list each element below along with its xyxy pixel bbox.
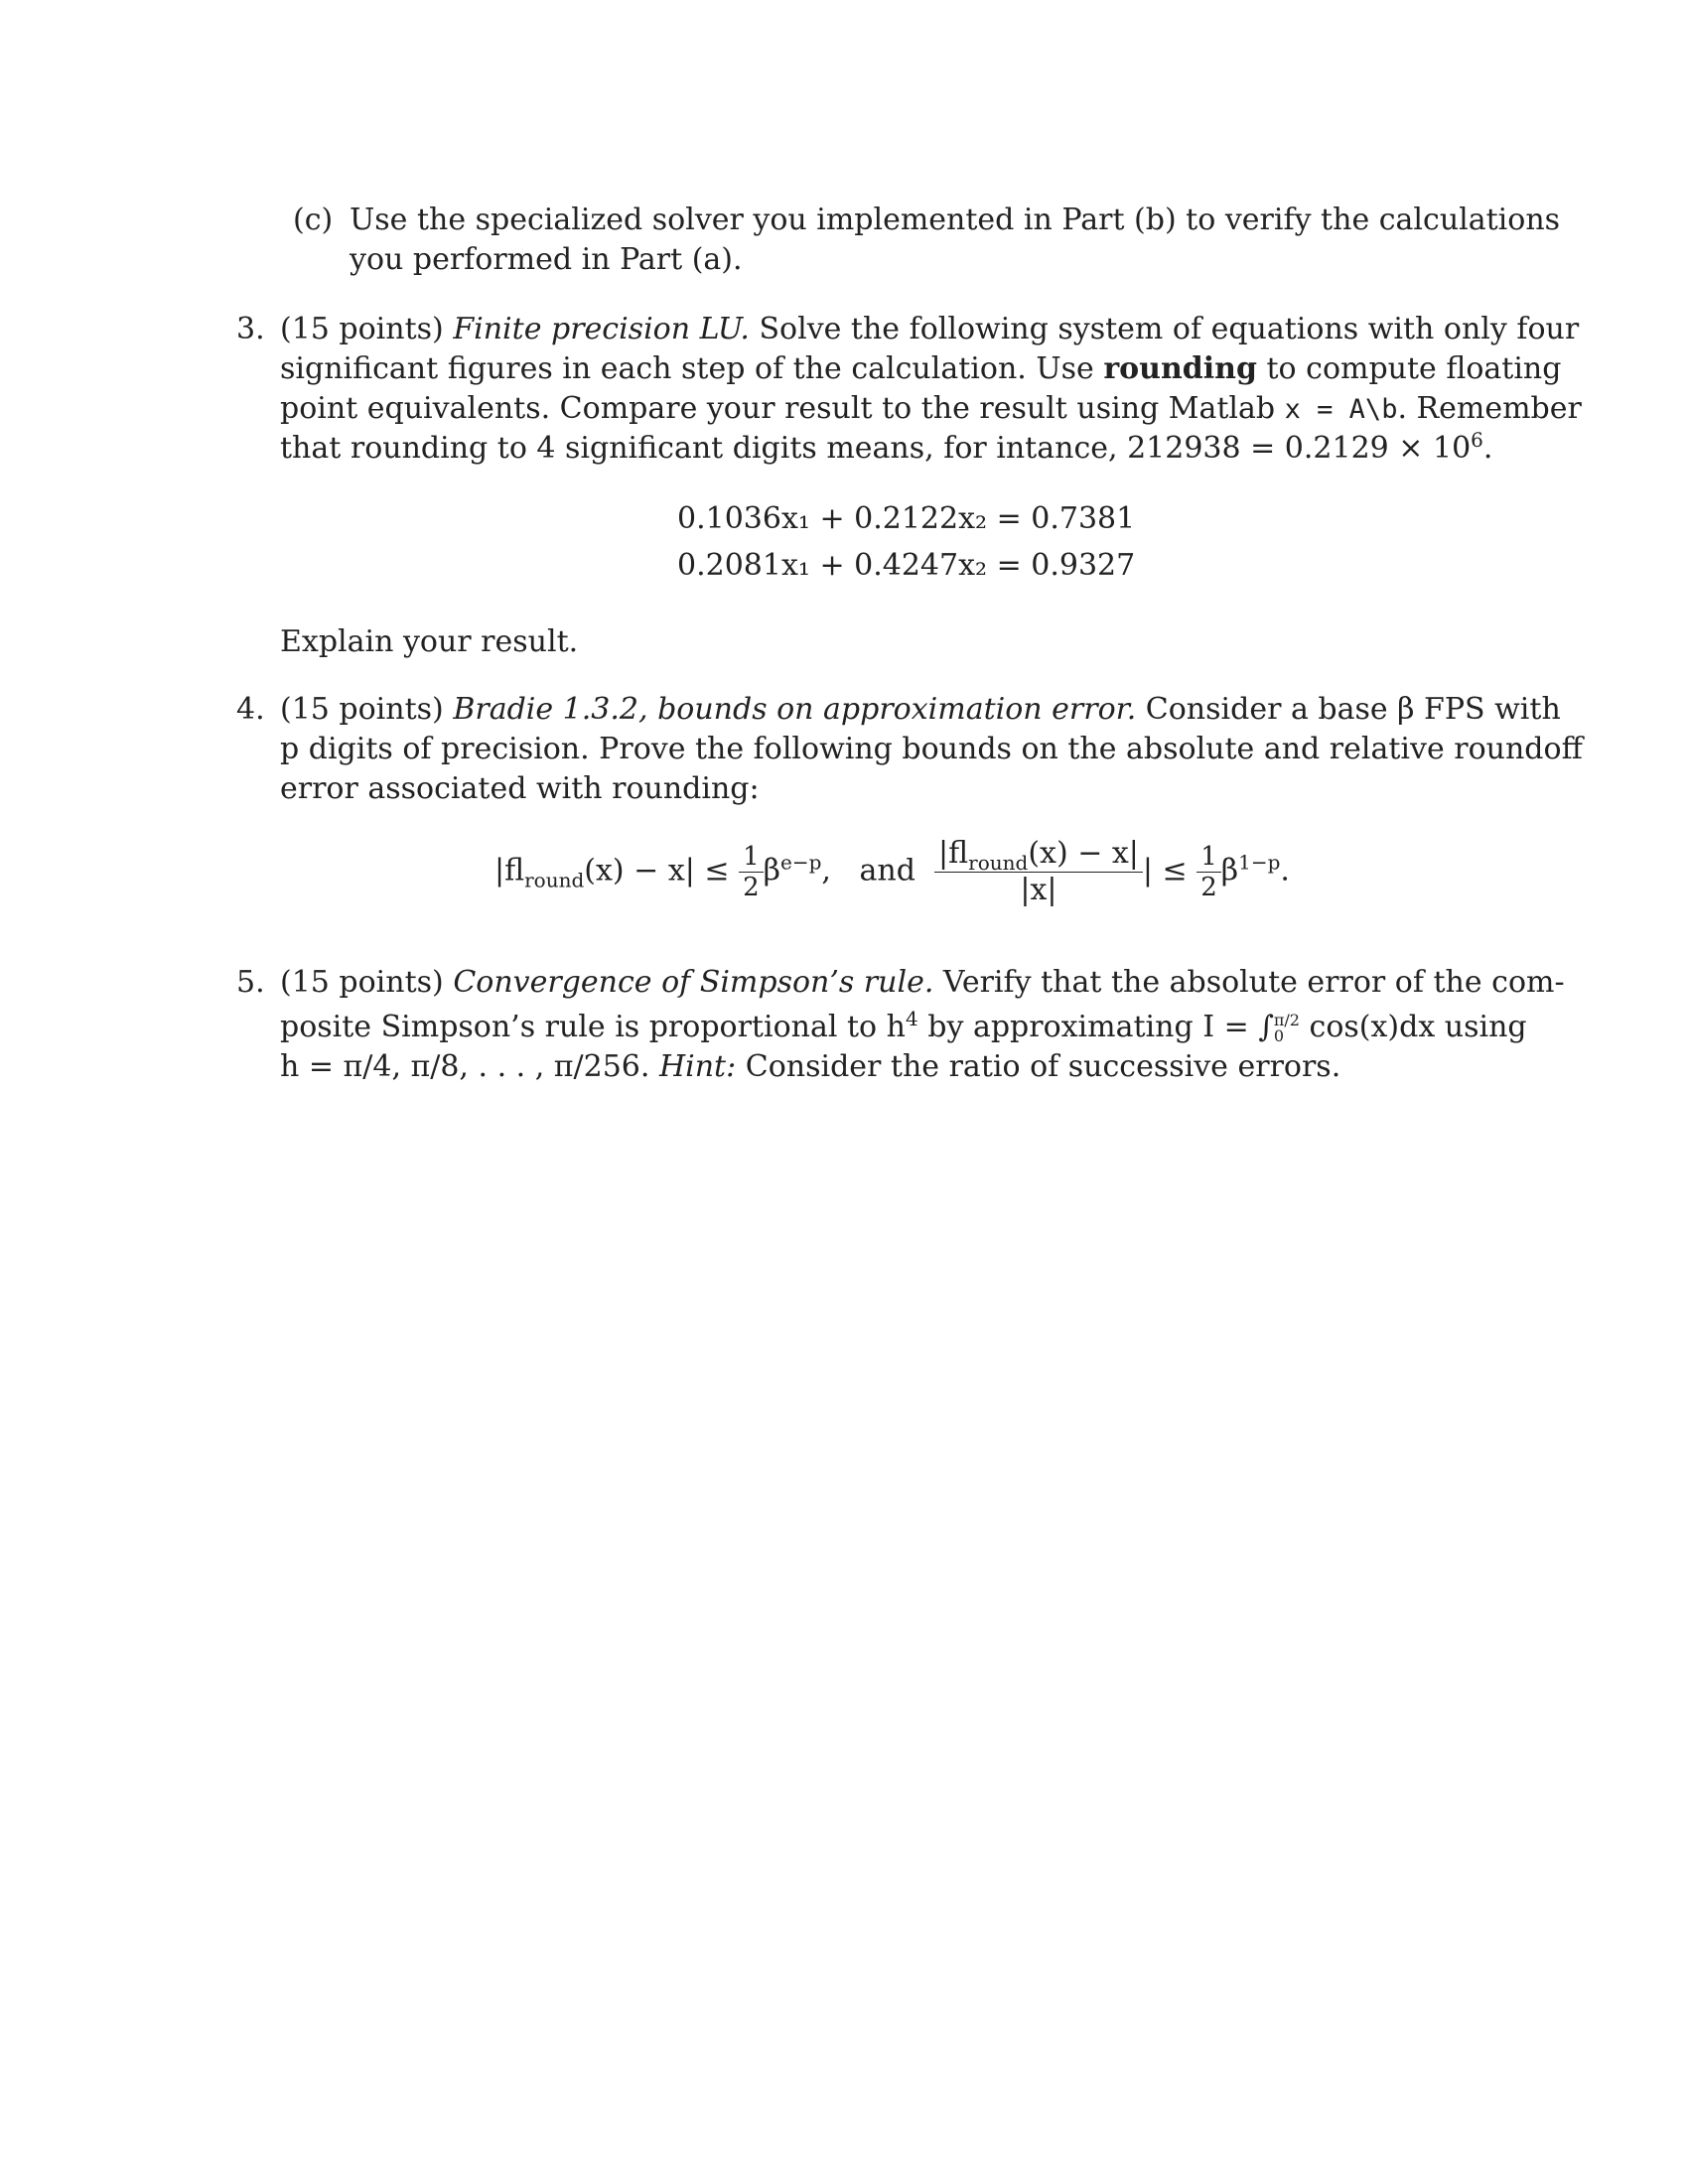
problem-3-number: 3. xyxy=(236,312,265,346)
problem-4-line-2: p digits of precision. Prove the following bounds on the absolute and relative roundoff xyxy=(280,732,1583,766)
problem-5-title: Convergence of Simpson’s rule. xyxy=(453,965,934,1000)
matlab-code: x = A\b xyxy=(1284,394,1398,425)
half-fraction-2: $\frac{1}{2}$ xyxy=(1196,842,1221,902)
problem-3-title: Finite precision LU. xyxy=(453,312,750,346)
problem-4-line-3: error associated with rounding: xyxy=(280,771,760,806)
error-bounds-formula: $|fl_{round}(x) - x|$ ≤ $\frac{1}{2}$ $\beta^{e-p}$, and $\frac{|fl_{round}(x) - x|}{|x|}$ | ≤ $\frac{1}{2}$ $\beta^{1-p}$. xyxy=(494,836,1290,907)
integral-limits: π/2 0 xyxy=(1273,1011,1300,1045)
part-c-line-1: Use the specialized solver you implemented in Part (b) to verify the calculations xyxy=(350,203,1561,237)
part-c-line-2: you performed in Part (a). xyxy=(350,242,743,277)
rounding-emphasis: rounding xyxy=(1103,351,1257,386)
problem-5-line-2: posite Simpson’s rule is proportional to $h^4$ by approximating I = ∫ π/2 0 cos(x)dx using xyxy=(280,1007,1527,1045)
hint-label: Hint: xyxy=(658,1049,737,1084)
equation-2: 0.2081x₁ + 0.4247x₂ = 0.9327 xyxy=(677,548,1136,583)
relative-error-fraction: $\frac{|fl_{round}(x) - x|}{|x|}$ xyxy=(934,836,1143,908)
problem-3-line-3: point equivalents. Compare your result to the result using Matlab x = A\b. Remember xyxy=(280,391,1582,426)
problem-5-line-1: (15 points) Convergence of Simpson’s rule. Verify that the absolute error of the com- xyxy=(280,965,1565,1000)
problem-3-line-2: significant figures in each step of the calculation. Use rounding to compute floating xyxy=(280,351,1562,386)
half-fraction: $\frac{1}{2}$ xyxy=(739,842,764,902)
problem-4-number: 4. xyxy=(236,692,265,727)
problem-5-number: 5. xyxy=(236,965,265,1000)
problem-3-line-4: that rounding to 4 significant digits means, for intance, $212938 = 0.2129 \times 10^6$. xyxy=(280,428,1493,466)
problem-4-line-1: (15 points) Bradie 1.3.2, bounds on approximation error. Consider a base β FPS with xyxy=(280,692,1561,727)
part-c-label: (c) xyxy=(293,203,334,237)
problem-5-line-3: h = π/4, π/8, . . . , π/256. Hint: Consider the ratio of successive errors. xyxy=(280,1049,1341,1084)
equation-1: 0.1036x₁ + 0.2122x₂ = 0.7381 xyxy=(677,501,1136,536)
problem-3-followup: Explain your result. xyxy=(280,624,579,659)
problem-3-line-1: (15 points) Finite precision LU. Solve the following system of equations with only four xyxy=(280,312,1580,346)
problem-4-title: Bradie 1.3.2, bounds on approximation error. xyxy=(453,692,1137,727)
